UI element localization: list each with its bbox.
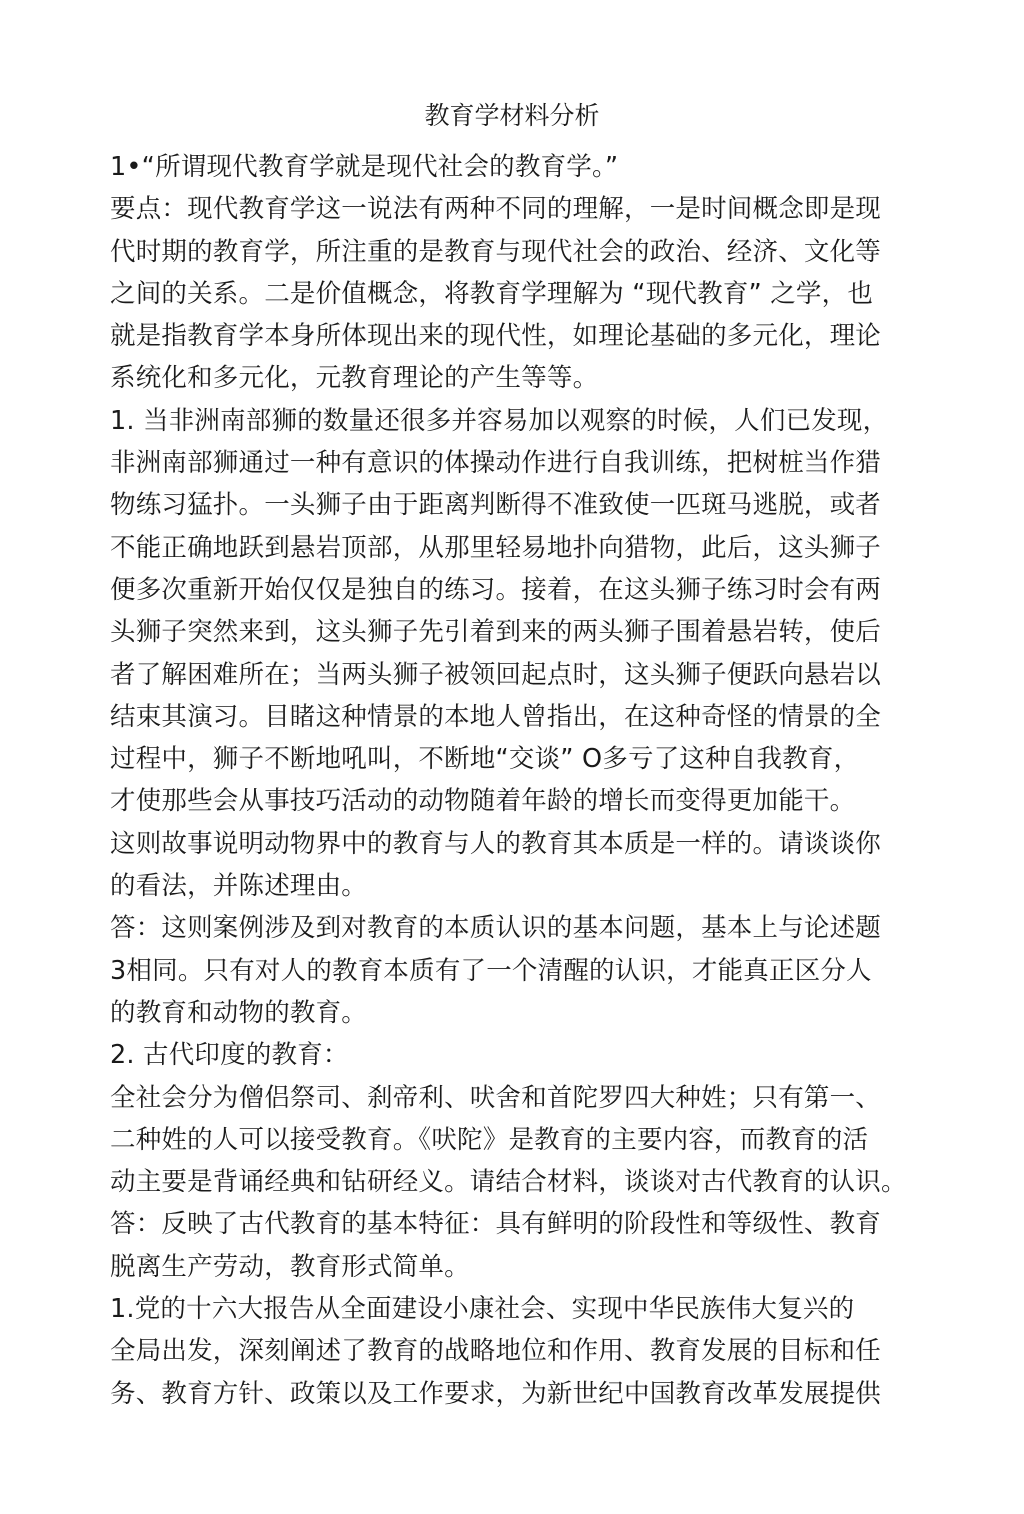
text-line: 3相同。只有对人的教育本质有了一个清醒的认识，才能真正区分人: [110, 955, 872, 986]
text-line: 的看法，并陈述理由。: [110, 871, 368, 902]
text-line: 1•“所谓现代教育学就是现代社会的教育学。”: [110, 152, 619, 182]
text-line: 动主要是背诵经典和钻研经义。请结合材料，谈谈对古代教育的认识。: [110, 1167, 907, 1198]
text-line: 就是指教育学本身所体现出来的现代性，如理论基础的多元化，理论: [110, 321, 882, 352]
text-line: 系统化和多元化，元教育理论的产生等等。: [110, 363, 599, 394]
text-line: 不能正确地跃到悬岩顶部，从那里轻易地扑向猎物，此后，这头狮子: [110, 532, 882, 563]
text-line: 之间的关系。二是价值概念，将教育学理解为 “现代教育” 之学，也: [110, 278, 874, 309]
text-line: 便多次重新开始仅仅是独自的练习。接着，在这头狮子练习时会有两: [110, 574, 882, 605]
text-line: 过程中，狮子不断地吼叫，不断地“交谈” O多亏了这种自我教育，: [110, 744, 860, 775]
text-line: 脱离生产劳动，教育形式简单。: [110, 1251, 470, 1282]
text-line: 全局出发，深刻阐述了教育的战略地位和作用、教育发展的目标和任: [110, 1336, 882, 1367]
text-line: 答：反映了古代教育的基本特征：具有鲜明的阶段性和等级性、教育: [110, 1209, 882, 1240]
text-line: 才使那些会从事技巧活动的动物随着年龄的增长而变得更加能干。: [110, 786, 856, 817]
text-line: 这则故事说明动物界中的教育与人的教育其本质是一样的。请谈谈你: [110, 828, 882, 859]
text-line: 答：这则案例涉及到对教育的本质认识的基本问题，基本上与论述题: [110, 913, 882, 944]
text-line: 务、教育方针、政策以及工作要求，为新世纪中国教育改革发展提供: [110, 1378, 882, 1409]
text-line: 者了解困难所在；当两头狮子被领回起点时，这头狮子便跃向悬岩以: [110, 659, 882, 690]
document-body: [110, 146, 910, 1415]
text-line: 要点：现代教育学这一说法有两种不同的理解，一是时间概念即是现: [110, 194, 882, 225]
text-line: 1.党的十六大报告从全面建设小康社会、实现中华民族伟大复兴的: [110, 1294, 855, 1325]
text-line: 1. 当非洲南部狮的数量还很多并容易加以观察的时候，人们已发现，: [110, 405, 889, 436]
text-line: 代时期的教育学，所注重的是教育与现代社会的政治、经济、文化等: [110, 236, 882, 267]
text-line: 结束其演习。目睹这种情景的本地人曾指出，在这种奇怪的情景的全: [110, 701, 882, 732]
text-line: 的教育和动物的教育。: [110, 997, 368, 1028]
text-line: 全社会分为僧侣祭司、刹帝利、吠舍和首陀罗四大种姓；只有第一、: [110, 1082, 882, 1113]
text-line: 物练习猛扑。一头狮子由于距离判断得不准致使一匹斑马逃脱，或者: [110, 490, 882, 521]
text-line: 2. 古代印度的教育：: [110, 1040, 349, 1071]
text-line: 头狮子突然来到，这头狮子先引着到来的两头狮子围着悬岩转，使后: [110, 617, 882, 648]
text-line: 二种姓的人可以接受教育。《吠陀》是教育的主要内容，而教育的活: [110, 1124, 869, 1155]
document-title: 教育学材料分析: [424, 101, 600, 130]
text-line: 非洲南部狮通过一种有意识的体操动作进行自我训练，把树桩当作猎: [110, 448, 882, 479]
